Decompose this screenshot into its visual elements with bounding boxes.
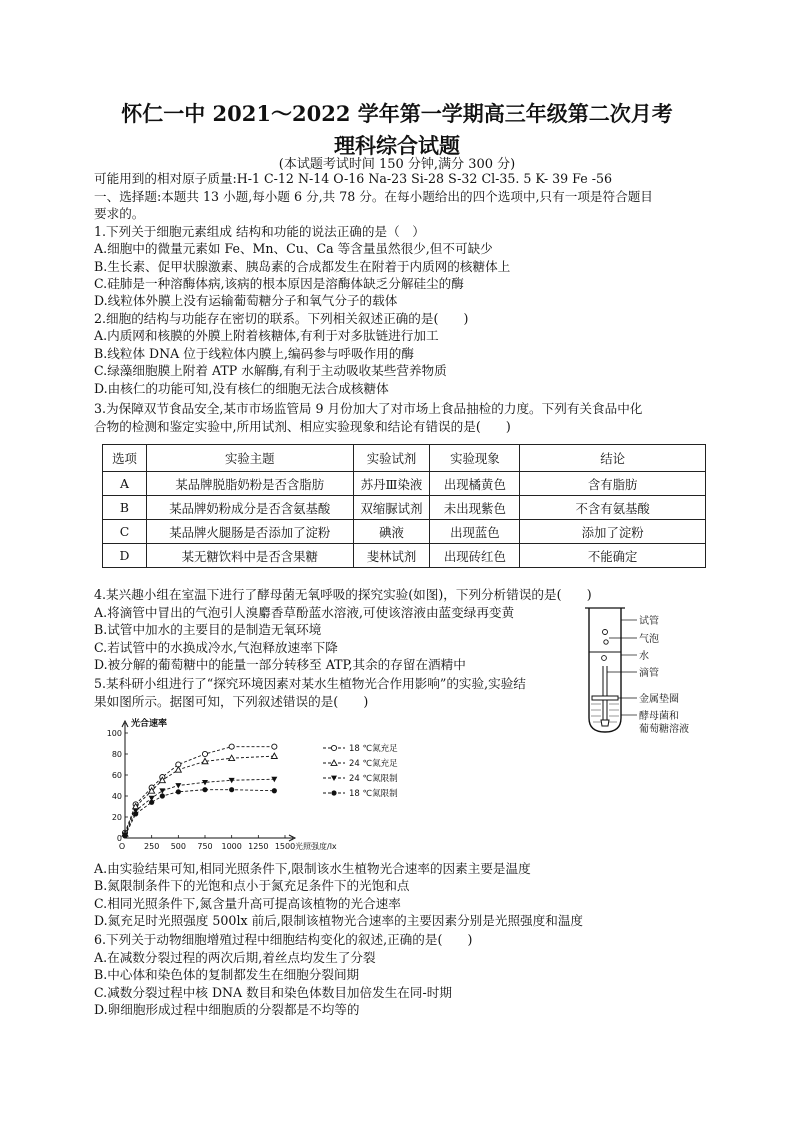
photosynthesis-chart xyxy=(105,718,475,858)
table-cell: 出现橘黄色 xyxy=(430,472,520,496)
test-tube xyxy=(585,608,625,732)
table-cell: 不含有氨基酸 xyxy=(520,496,706,520)
y-tick-label: 60 xyxy=(111,771,122,780)
section-instruction: 一、选择题:本题共 13 小题,每小题 6 分,共 78 分。在每小题给出的四个选项中,只有一项是符合题目 xyxy=(94,189,653,204)
table-header-cell: 选项 xyxy=(103,445,147,472)
table-cell: D xyxy=(103,544,147,568)
table-cell: 某无糖饮料中是否含果糖 xyxy=(146,544,353,568)
legend-label: 18 ℃氮限制 xyxy=(349,789,398,799)
x-tick-label: 500 xyxy=(170,842,186,851)
question-3: 3.为保障双节食品安全,某市市场监管局 9 月份加大了对市场上食品抽检的力度。下列有关食品中化 xyxy=(94,401,643,416)
q4-option-d: D.被分解的葡萄糖中的能量一部分转移至 ATP,其余的存留在酒精中 xyxy=(94,657,466,672)
table-cell: 某品牌火腿肠是否添加了淀粉 xyxy=(146,520,353,544)
question-2: 2.细胞的结构与功能存在密切的联系。下列相关叙述正确的是( ) xyxy=(94,311,469,326)
table-row xyxy=(103,472,706,496)
data-point xyxy=(149,800,154,805)
table-cell: 不能确定 xyxy=(520,544,706,568)
data-point xyxy=(176,789,181,794)
label-metal-washer: 金属垫圈 xyxy=(639,694,679,705)
table-header-row xyxy=(103,445,706,472)
table-cell: 出现砖红色 xyxy=(430,544,520,568)
data-point xyxy=(331,760,337,765)
label-dropper: 滴管 xyxy=(639,668,659,679)
y-tick-label: 40 xyxy=(111,792,122,801)
data-point xyxy=(133,811,138,816)
label-water: 水 xyxy=(639,651,649,662)
label-yeast: 酵母菌和 xyxy=(639,711,679,722)
q1-option-b: B.生长素、促甲状腺激素、胰岛素的合成都发生在附着于内质网的核糖体上 xyxy=(94,259,511,274)
data-point xyxy=(229,787,234,792)
q5-option-d: D.氮充足时光照强度 500lx 前后,限制该植物光合速率的主要因素分别是光照强度和温度 xyxy=(94,913,584,928)
table-cell: 双缩脲试剂 xyxy=(353,496,430,520)
exam-title: 怀仁一中 2021～2022 学年第一学期高三年级第二次月考 xyxy=(121,101,673,126)
q2-option-c: C.绿藻细胞膜上附着 ATP 水解酶,有利于主动吸收某些营养物质 xyxy=(94,363,447,378)
table-cell: C xyxy=(103,520,147,544)
question-5: 5.某科研小组进行了“探究环境因素对某水生植物光合作用影响”的实验,实验结 xyxy=(94,676,526,691)
x-axis-label: 光照强度/lx xyxy=(295,842,337,851)
legend-label: 18 ℃氮充足 xyxy=(349,744,398,754)
metal-washer xyxy=(592,696,618,700)
q5-option-c: C.相同光照条件下,氮含量升高可提高该植物的光合速率 xyxy=(94,896,401,911)
section-instruction-cont: 要求的。 xyxy=(94,206,145,221)
q2-option-a: A.内质网和核膜的外膜上附着核糖体,有利于对多肽链进行加工 xyxy=(94,328,439,343)
data-point xyxy=(331,776,337,781)
data-point xyxy=(331,745,336,750)
label-test-tube: 试管 xyxy=(639,616,659,627)
table-header-cell: 实验主题 xyxy=(146,445,353,472)
table-cell: 含有脂肪 xyxy=(520,472,706,496)
table-cell: 某品牌奶粉成分是否含氨基酸 xyxy=(146,496,353,520)
table-cell: 某品牌脱脂奶粉是否含脂肪 xyxy=(146,472,353,496)
table-cell: 添加了淀粉 xyxy=(520,520,706,544)
x-tick-label: 1250 xyxy=(248,842,269,851)
q6-option-d: D.卵细胞形成过程中细胞质的分裂都是不均等的 xyxy=(94,1002,360,1017)
q1-option-c: C.硅肺是一种溶酶体病,该病的根本原因是溶酶体缺乏分解硅尘的酶 xyxy=(94,276,464,291)
y-axis-label: 光合速率 xyxy=(131,719,168,729)
x-tick-label: 750 xyxy=(197,842,213,851)
data-point xyxy=(202,787,207,792)
data-point xyxy=(175,783,181,788)
series-line xyxy=(125,747,274,833)
exam-subtitle: 理科综合试题 xyxy=(334,133,460,158)
series-line xyxy=(125,790,274,836)
y-tick-label: 20 xyxy=(111,813,122,822)
atomic-mass-line: 可能用到的相对原子质量:H-1 C-12 N-14 O-16 Na-23 Si-28 S-32 Cl-35. 5 K- 39 Fe -56 xyxy=(94,171,612,186)
question-4: 4.某兴趣小组在室温下进行了酵母菌无氧呼吸的探究实验(如图)，下列分析错误的是( ) xyxy=(94,587,592,602)
label-glucose: 葡萄糖溶液 xyxy=(639,724,689,735)
x-tick-label: 250 xyxy=(144,842,160,851)
table-cell: 出现蓝色 xyxy=(430,520,520,544)
legend-label: 24 ℃氮充足 xyxy=(349,759,398,769)
q4-option-b: B.试管中加水的主要目的是制造无氧环境 xyxy=(94,622,322,637)
experiment-table xyxy=(102,444,706,568)
question-3-cont: 合物的检测和鉴定实验中,所用试剂、相应实验现象和结论有错误的是( ) xyxy=(94,419,511,434)
q2-option-b: B.线粒体 DNA 位于线粒体内膜上,编码参与呼吸作用的酶 xyxy=(94,346,414,361)
data-point xyxy=(331,790,336,795)
table-cell: B xyxy=(103,496,147,520)
question-1: 1.下列关于细胞元素组成 结构和功能的说法正确的是（ ） xyxy=(94,224,425,239)
data-point xyxy=(272,788,277,793)
table-header-cell: 实验现象 xyxy=(430,445,520,472)
bubbles xyxy=(602,630,609,661)
x-tick-label: 1500 xyxy=(274,842,296,851)
y-tick-label: 80 xyxy=(111,750,122,759)
q6-option-b: B.中心体和染色体的复制都发生在细胞分裂间期 xyxy=(94,967,360,982)
data-point xyxy=(202,751,207,756)
data-point xyxy=(229,744,234,749)
table-header-cell: 实验试剂 xyxy=(353,445,430,472)
q5-option-a: A.由实验结果可知,相同光照条件下,限制该水生植物光合速率的因素主要是温度 xyxy=(94,861,531,876)
question-6: 6.下列关于动物细胞增殖过程中细胞结构变化的叙述,正确的是( ) xyxy=(94,932,473,947)
data-point xyxy=(160,793,165,798)
y-tick-label: 100 xyxy=(106,729,122,738)
data-point xyxy=(159,788,165,793)
legend-label: 24 ℃氮限制 xyxy=(349,774,398,784)
q5-option-b: B.氮限制条件下的光饱和点小于氮充足条件下的光饱和点 xyxy=(94,878,410,893)
table-row xyxy=(103,520,706,544)
q1-option-a: A.细胞中的微量元素如 Fe、Mn、Cu、Ca 等含量虽然很少,但不可缺少 xyxy=(94,241,493,256)
table-header-cell: 结论 xyxy=(520,445,706,472)
table-cell: 斐林试剂 xyxy=(353,544,430,568)
q4-option-a: A.将滴管中冒出的气泡引人溴麝香草酚蓝水溶液,可使该溶液由蓝变绿再变黄 xyxy=(94,605,515,620)
table-cell: A xyxy=(103,472,147,496)
table-cell: 碘液 xyxy=(353,520,430,544)
origin-label: O xyxy=(118,842,126,851)
question-5-cont: 果如图所示。据图可知，下列叙述错误的是( ) xyxy=(94,694,369,709)
test-tube-diagram xyxy=(575,600,705,750)
q6-option-a: A.在减数分裂过程的两次后期,着丝点均发生了分裂 xyxy=(94,950,376,965)
exam-note: (本试题考试时间 150 分钟,满分 300 分) xyxy=(278,157,516,172)
table-row xyxy=(103,544,706,568)
solution-hatch xyxy=(591,704,619,722)
q1-option-d: D.线粒体外膜上没有运输葡萄糖分子和氧气分子的载体 xyxy=(94,293,398,308)
q6-option-c: C.减数分裂过程中核 DNA 数目和染色体数目加倍发生在同-时期 xyxy=(94,985,452,1000)
table-cell: 未出现紫色 xyxy=(430,496,520,520)
x-tick-label: 1000 xyxy=(221,842,242,851)
data-point xyxy=(272,744,277,749)
data-point xyxy=(122,833,127,838)
table-cell: 苏丹Ⅲ染液 xyxy=(353,472,430,496)
label-bubble: 气泡 xyxy=(639,634,659,645)
q2-option-d: D.由核仁的功能可知,没有核仁的细胞无法合成核糖体 xyxy=(94,381,389,396)
series-line xyxy=(125,779,274,835)
series-line xyxy=(125,756,274,834)
table-row xyxy=(103,496,706,520)
q4-option-c: C.若试管中的水换成冷水,气泡释放速率下降 xyxy=(94,640,338,655)
y-tick-label: 0 xyxy=(116,834,122,843)
